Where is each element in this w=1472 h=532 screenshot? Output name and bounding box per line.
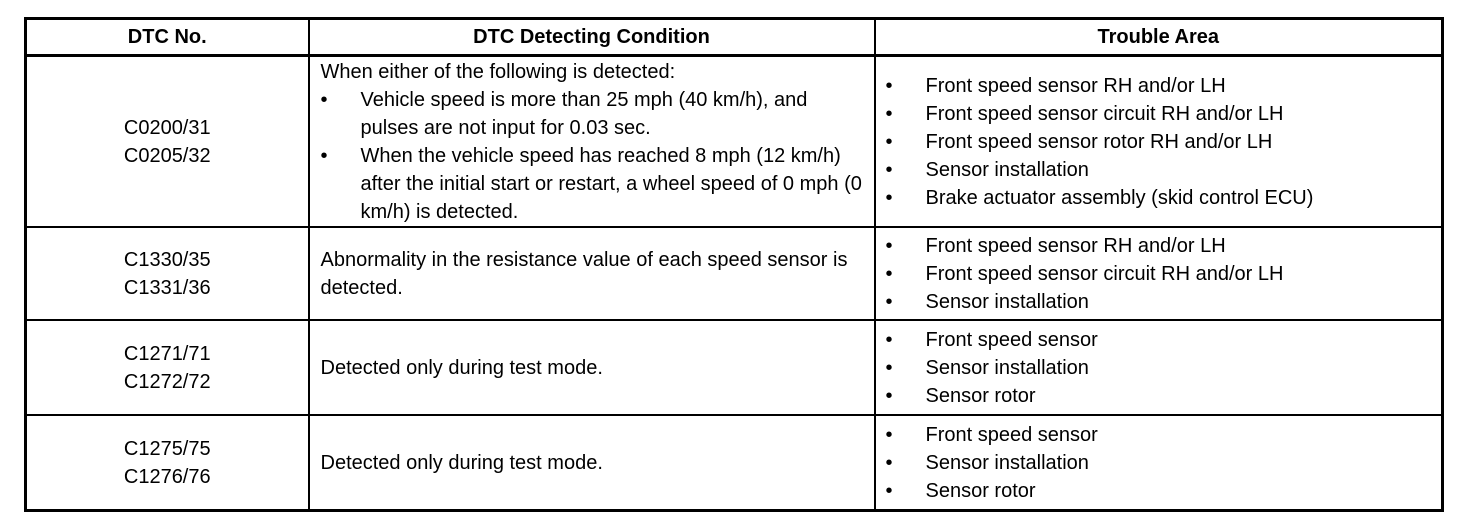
trouble-area-item [886,421,1442,449]
table-row [26,320,1443,415]
trouble-area-text: Front speed sensor circuit RH and/or LH [925,102,1284,125]
table-row [26,415,1443,511]
dtc-code-cell [26,227,309,320]
header-detecting-condition: DTC Detecting Condition [309,19,875,56]
trouble-area-cell [875,227,1443,320]
condition-text: Detected only during test mode. [320,451,603,474]
bullet-icon: • [320,88,328,111]
bullet-icon: • [885,384,893,407]
trouble-area-list [886,421,1442,505]
trouble-area-text: Front speed sensor RH and/or LH [925,74,1226,97]
bullet-icon: • [885,130,893,153]
trouble-area-item [886,232,1442,260]
dtc-code-cell [26,56,309,228]
dtc-code: C0205/32 [123,144,211,167]
trouble-area-text: Sensor rotor [925,384,1036,407]
condition-cell [309,56,875,228]
trouble-area-text: Sensor installation [925,158,1089,181]
bullet-icon: • [885,102,893,125]
condition-item-text: When the vehicle speed has reached 8 mph (12 km/h) after the initial start or restart, a wheel speed of 0 mph (0 km/h) is detected. [360,144,862,223]
trouble-area-item [886,128,1442,156]
trouble-area-item [886,326,1442,354]
condition-list [321,86,866,226]
trouble-area-text: Brake actuator assembly (skid control ECU) [925,186,1314,209]
table-row [26,56,1443,228]
trouble-area-item [886,449,1442,477]
bullet-icon: • [885,328,893,351]
condition-intro: When either of the following is detected: [320,60,676,83]
condition-text: Abnormality in the resistance value of each speed sensor is detected. [320,248,848,299]
condition-cell [309,227,875,320]
trouble-area-item [886,382,1442,410]
trouble-area-cell [875,415,1443,511]
dtc-code: C1276/76 [123,465,211,488]
dtc-code-cell [26,320,309,415]
dtc-code: C1331/36 [123,276,211,299]
trouble-area-item [886,100,1442,128]
table-row [26,227,1443,320]
condition-item [321,142,866,226]
trouble-area-item [886,477,1442,505]
condition-cell [309,415,875,511]
trouble-area-item [886,354,1442,382]
trouble-area-item [886,260,1442,288]
dtc-table [24,17,1444,512]
trouble-area-list [886,72,1442,212]
bullet-icon: • [885,479,893,502]
trouble-area-text: Sensor rotor [925,479,1036,502]
bullet-icon: • [885,262,893,285]
bullet-icon: • [885,158,893,181]
trouble-area-item [886,184,1442,212]
dtc-code: C1271/71 [123,342,211,365]
condition-item-text: Vehicle speed is more than 25 mph (40 km/h), and pulses are not input for 0.03 sec. [360,88,808,139]
trouble-area-item [886,72,1442,100]
trouble-area-cell [875,56,1443,228]
dtc-code-cell [26,415,309,511]
trouble-area-text: Front speed sensor circuit RH and/or LH [925,262,1284,285]
trouble-area-cell [875,320,1443,415]
condition-item [321,86,866,142]
trouble-area-text: Sensor installation [925,356,1089,379]
dtc-code: C1330/35 [123,248,211,271]
dtc-code: C1272/72 [123,370,211,393]
dtc-code: C1275/75 [123,437,211,460]
header-dtc-no: DTC No. [26,19,309,56]
trouble-area-text: Sensor installation [925,290,1089,313]
condition-text: Detected only during test mode. [320,356,603,379]
bullet-icon: • [885,423,893,446]
bullet-icon: • [885,74,893,97]
bullet-icon: • [885,234,893,257]
header-row [26,19,1443,56]
bullet-icon: • [885,356,893,379]
trouble-area-text: Front speed sensor [925,423,1098,446]
condition-cell [309,320,875,415]
trouble-area-text: Front speed sensor rotor RH and/or LH [925,130,1273,153]
trouble-area-list [886,326,1442,410]
bullet-icon: • [885,451,893,474]
trouble-area-text: Front speed sensor [925,328,1098,351]
bullet-icon: • [885,290,893,313]
trouble-area-text: Front speed sensor RH and/or LH [925,234,1226,257]
trouble-area-item [886,288,1442,316]
dtc-code: C0200/31 [123,116,211,139]
trouble-area-text: Sensor installation [925,451,1089,474]
bullet-icon: • [885,186,893,209]
trouble-area-item [886,156,1442,184]
bullet-icon: • [320,144,328,167]
trouble-area-list [886,232,1442,316]
header-trouble-area: Trouble Area [875,19,1443,56]
